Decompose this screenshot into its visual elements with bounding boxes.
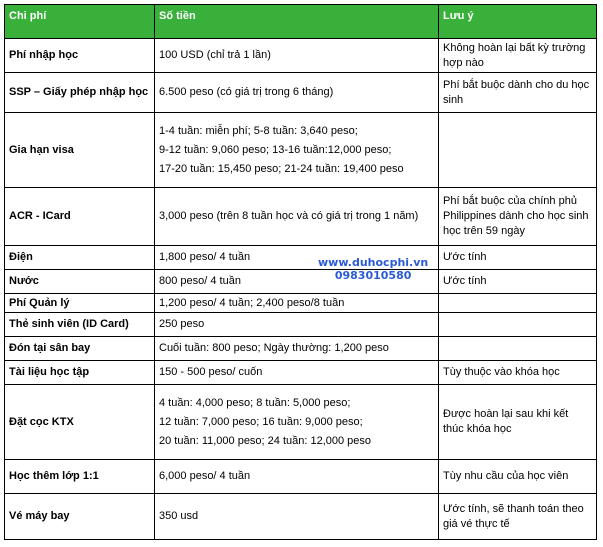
fee-amount: 1,800 peso/ 4 tuần <box>155 246 439 270</box>
fee-note <box>439 337 597 361</box>
fee-amount: 3,000 peso (trên 8 tuần học và có giá trị trong 1 năm) <box>155 188 439 246</box>
watermark-phone: 0983010580 <box>334 269 412 282</box>
fee-name: Đặt cọc KTX <box>5 385 155 460</box>
table-row <box>5 494 597 540</box>
fee-note: Tùy nhu cầu của học viên <box>439 460 597 494</box>
fee-note: Ước tính <box>439 246 597 270</box>
fee-amount: 6.500 peso (có giá trị trong 6 tháng) <box>155 73 439 113</box>
header-amount: Số tiền <box>155 5 439 39</box>
fee-amount: 100 USD (chỉ trả 1 lần) <box>155 39 439 73</box>
header-note: Lưu ý <box>439 5 597 39</box>
fee-table <box>4 4 597 540</box>
fee-note: Phí bắt buộc dành cho du học sinh <box>439 73 597 113</box>
fee-note <box>439 113 597 188</box>
watermark-site: www.duhocphi.vn <box>318 256 429 269</box>
fee-note: Ước tính, sẽ thanh toán theo giá vé thực tế <box>439 494 597 540</box>
fee-note: Không hoàn lại bất kỳ trường hợp nào <box>439 39 597 73</box>
table-row <box>5 361 597 385</box>
table-row <box>5 188 597 246</box>
fee-name: Phí Quản lý <box>5 294 155 313</box>
fee-amount: 1,200 peso/ 4 tuần; 2,400 peso/8 tuần <box>155 294 439 313</box>
fee-name: Điện <box>5 246 155 270</box>
fee-name: Đón tại sân bay <box>5 337 155 361</box>
fee-amount: 350 usd <box>155 494 439 540</box>
fee-note: Được hoàn lại sau khi kết thúc khóa học <box>439 385 597 460</box>
fee-name: SSP – Giấy phép nhập học <box>5 73 155 113</box>
table-row <box>5 460 597 494</box>
fee-note: Ước tính <box>439 270 597 294</box>
watermark <box>318 256 428 282</box>
fee-amount: 800 peso/ 4 tuần <box>155 270 439 294</box>
fee-name: Thẻ sinh viên (ID Card) <box>5 313 155 337</box>
fee-name: Vé máy bay <box>5 494 155 540</box>
fee-amount: 250 peso <box>155 313 439 337</box>
fee-name: ACR - ICard <box>5 188 155 246</box>
fee-name: Tài liệu học tập <box>5 361 155 385</box>
fee-note <box>439 313 597 337</box>
header-fee: Chi phí <box>5 5 155 39</box>
table-row <box>5 385 597 460</box>
fee-name: Nước <box>5 270 155 294</box>
table-row <box>5 113 597 188</box>
fee-name: Học thêm lớp 1:1 <box>5 460 155 494</box>
table-row <box>5 73 597 113</box>
fee-amount: 150 - 500 peso/ cuốn <box>155 361 439 385</box>
table-row <box>5 246 597 270</box>
fee-note: Tùy thuộc vào khóa học <box>439 361 597 385</box>
fee-amount: 4 tuần: 4,000 peso; 8 tuần: 5,000 peso; 12 tuần: 7,000 peso; 16 tuần: 9,000 peso; 20 tuần: 11,000 peso; 24 tuần: 12,000 peso <box>155 385 439 460</box>
header-row <box>5 5 597 39</box>
fee-note <box>439 294 597 313</box>
table-row <box>5 39 597 73</box>
table-row <box>5 337 597 361</box>
fee-name: Gia hạn visa <box>5 113 155 188</box>
fee-amount: 1-4 tuần: miễn phí; 5-8 tuần: 3,640 peso; 9-12 tuần: 9,060 peso; 13-16 tuần:12,000 peso; 17-20 tuần: 15,450 peso; 21-24 tuần: 19,400 peso <box>155 113 439 188</box>
table-row <box>5 270 597 294</box>
table-row <box>5 294 597 313</box>
fee-amount: 6,000 peso/ 4 tuần <box>155 460 439 494</box>
fee-note: Phí bắt buộc của chính phủ Philippines dành cho học sinh học trên 59 ngày <box>439 188 597 246</box>
fee-amount: Cuối tuần: 800 peso; Ngày thường: 1,200 peso <box>155 337 439 361</box>
table-row <box>5 313 597 337</box>
fee-name: Phí nhập học <box>5 39 155 73</box>
